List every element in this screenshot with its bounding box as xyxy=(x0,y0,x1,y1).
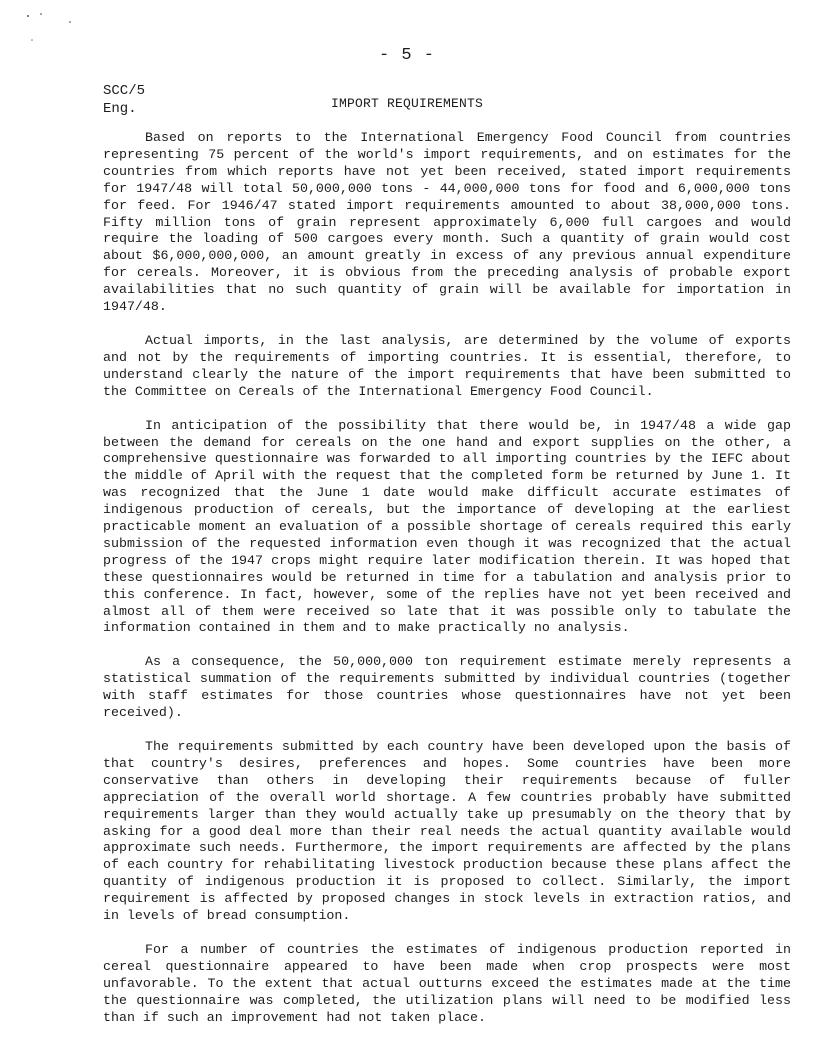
paragraph-3: In anticipation of the possibility that there would be, in 1947/48 a wide gap between the demand for cereals on the one hand and export supplies on the other, a comprehensive questionnaire was forwarded to all importing countries by the IEFC about the middle of April with the request that the completed form be returned by June 1. It was recognized that the June 1 date would make difficult accurate estimates of indigenous production of cereals, but the importance of developing at the earliest practicable moment an evaluation of a possible shortage of cereals required this early submission of the requested information even though it was recognized that the actual progress of the 1947 crops might require later modification therein. It was hoped that these questionnaires would be returned in time for a tabulation and analysis prior to this conference. In fact, however, some of the replies have not yet been received and almost all of them were received so late that it was possible only to tabulate the information contained in them and to make practically no analysis. xyxy=(103,417,791,636)
paragraph-6: For a number of countries the estimates of indigenous production reported in cereal questionnaire appeared to have been made when crop prospects were most unfavorable. To the extent that actual outturns exceed the estimates made at the time the questionnaire was completed, the utilization plans will need to be modified less than if such an improvement had not taken place. xyxy=(103,941,791,1025)
document-body xyxy=(103,130,791,1027)
section-title: IMPORT REQUIREMENTS xyxy=(330,96,484,111)
paragraph-5: The requirements submitted by each country have been developed upon the basis of that country's desires, preferences and hopes. Some countries have been more conservative than others in developing their requirements because of fuller appreciation of the overall world shortage. A few countries probably have submitted requirements larger than they would actually take up presumably on the theory that by asking for a good deal more than their real needs the actual quantity available would approximate such needs. Furthermore, the import requirements are affected by the plans of each country for rehabilitating livestock production because these plans affect the quantity of indigenous production it is proposed to collect. Similarly, the import requirement is affected by proposed changes in stock levels in extraction ratios, and in levels of bread consumption. xyxy=(103,739,791,924)
page-number: - 5 - xyxy=(378,46,435,65)
document-language: Eng. xyxy=(103,101,137,117)
scan-specks xyxy=(20,10,80,50)
paragraph-2: Actual imports, in the last analysis, are determined by the volume of exports and not by the requirements of importing countries. It is essential, therefore, to understand clearly the nature of the import requirements that have been submitted to the Committee on Cereals of the International Emergency Food Council. xyxy=(103,332,791,399)
paragraph-4: As a consequence, the 50,000,000 ton requirement estimate merely represents a statistical summation of the requirements submitted by individual countries (together with staff estimates for those countries whose questionnaires have not yet been received). xyxy=(103,654,791,721)
paragraph-1: Based on reports to the International Emergency Food Council from countries representing 75 percent of the world's import requirements, and on estimates for the countries from which reports have not yet been received, stated import requirements for 1947/48 will total 50,000,000 tons - 44,000,000 tons for food and 6,000,000 tons for feed. For 1946/47 stated import requirements amounted to about 38,000,000 tons. Fifty million tons of grain represent approximately 6,000 full cargoes and would require the loading of 500 cargoes every month. Such a quantity of grain would cost about $6,000,000,000, an amount greatly in excess of any previous annual expenditure for cereals. Moreover, it is obvious from the preceding analysis of probable export availabilities that no such quantity of grain will be available for importation in 1947/48. xyxy=(103,130,791,315)
document-code: SCC/5 xyxy=(103,83,146,99)
